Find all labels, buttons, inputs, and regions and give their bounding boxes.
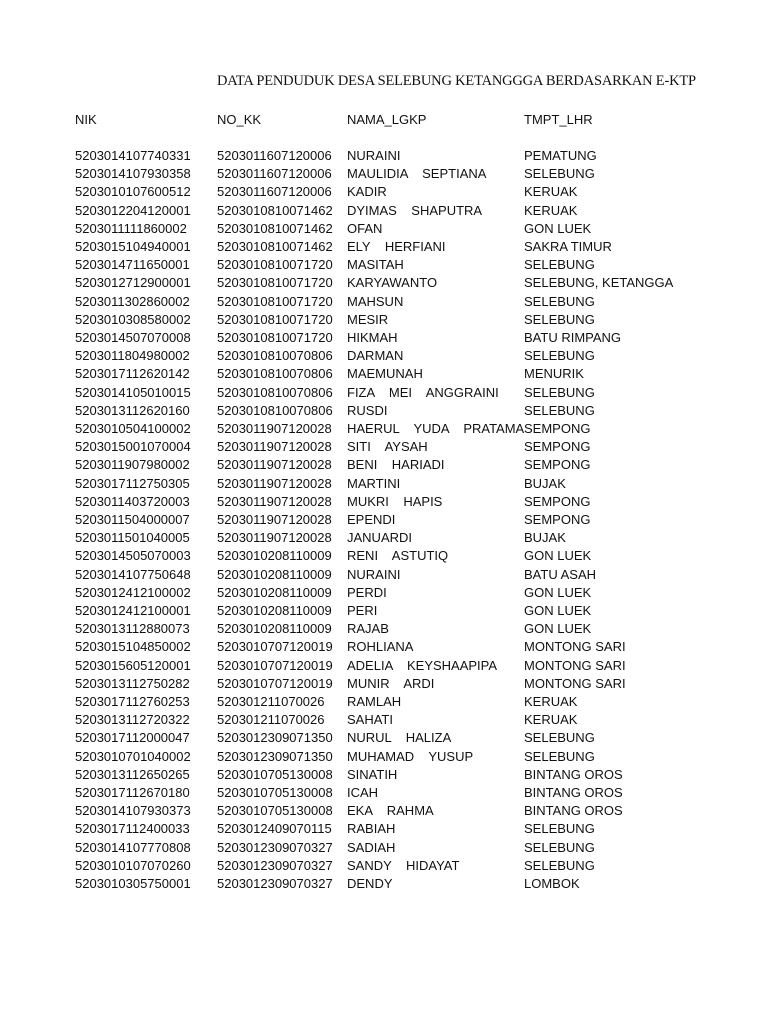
- cell-nama: MUHAMAD YUSUP: [347, 748, 474, 764]
- cell-tmpt-lhr: KERUAK: [524, 694, 578, 709]
- table-row: [0, 456, 768, 474]
- cell-nik: 5203010308580002: [75, 311, 191, 327]
- cell-no-kk: 5203012309070327: [217, 876, 333, 891]
- cell-no-kk: 5203011607120006: [217, 184, 332, 200]
- cell-nama: ADELIA KEYSHAAPIPA: [347, 657, 498, 673]
- cell-nama: NURAINI: [347, 566, 401, 582]
- cell-nama: MAULIDIA SEPTIANA: [347, 166, 487, 182]
- table-row: [0, 329, 768, 347]
- cell-nama: DARMAN: [347, 348, 404, 364]
- cell-nik: 5203017112620142: [75, 366, 190, 382]
- table-row: [0, 584, 768, 602]
- table-row: [0, 365, 768, 383]
- table-row: [0, 274, 768, 292]
- cell-no-kk: 5203011907120028: [217, 475, 332, 491]
- cell-nik: 5203014107930373: [75, 803, 191, 819]
- table-row: [0, 839, 768, 857]
- cell-nama: NURUL HALIZA: [347, 730, 452, 746]
- cell-no-kk: 5203010208110009: [217, 603, 332, 618]
- cell-tmpt-lhr: KERUAK: [524, 712, 578, 728]
- cell-nama: MARTINI: [347, 475, 401, 491]
- cell-tmpt-lhr: SELEBUNG: [524, 839, 595, 855]
- cell-nama: OFAN: [347, 220, 383, 236]
- table-row: [0, 220, 768, 238]
- cell-tmpt-lhr: SELEBUNG: [524, 730, 595, 746]
- cell-nik: 5203013112620160: [75, 402, 190, 418]
- cell-nik: 5203010305750001: [75, 876, 191, 891]
- cell-tmpt-lhr: SEMPONG: [524, 457, 591, 473]
- cell-no-kk: 5203011907120028: [217, 439, 332, 455]
- cell-tmpt-lhr: BINTANG OROS: [524, 803, 623, 819]
- cell-nama: MASITAH: [347, 257, 404, 273]
- cell-tmpt-lhr: MONTONG SARI: [524, 657, 626, 673]
- header-nik: NIK: [75, 112, 97, 127]
- cell-nama: MAHSUN: [347, 293, 404, 309]
- cell-nama: RAMLAH: [347, 694, 402, 709]
- cell-nama: SAHATI: [347, 712, 393, 728]
- cell-nik: 5203010504100002: [75, 421, 191, 436]
- cell-nik: 5203014105010015: [75, 384, 191, 400]
- cell-nik: 5203013112650265: [75, 766, 190, 782]
- table-row: [0, 529, 768, 547]
- cell-tmpt-lhr: KERUAK: [524, 202, 578, 218]
- cell-no-kk: 5203010707120019: [217, 639, 333, 655]
- cell-tmpt-lhr: BINTANG OROS: [524, 785, 623, 800]
- table-row: [0, 802, 768, 820]
- cell-no-kk: 5203011907120028: [217, 457, 332, 473]
- cell-nama: DENDY: [347, 876, 393, 891]
- cell-nama: SADIAH: [347, 839, 396, 855]
- table-row: [0, 347, 768, 365]
- table-row: [0, 602, 768, 620]
- cell-nama: ROHLIANA: [347, 639, 414, 655]
- table-row: [0, 256, 768, 274]
- table-row: [0, 875, 768, 893]
- cell-nama: RABIAH: [347, 821, 396, 837]
- cell-tmpt-lhr: SELEBUNG: [524, 311, 595, 327]
- table-row: [0, 547, 768, 565]
- cell-tmpt-lhr: BUJAK: [524, 530, 566, 546]
- cell-nik: 5203014711650001: [75, 257, 190, 273]
- cell-nik: 5203015605120001: [75, 657, 191, 673]
- cell-nama: KADIR: [347, 184, 387, 200]
- cell-nama: ICAH: [347, 785, 379, 800]
- cell-tmpt-lhr: GON LUEK: [524, 220, 592, 236]
- cell-no-kk: 5203010705130008: [217, 766, 333, 782]
- cell-no-kk: 5203012309070327: [217, 857, 333, 873]
- header-tmpt-lhr: TMPT_LHR: [524, 112, 593, 127]
- cell-no-kk: 5203010707120019: [217, 675, 333, 691]
- cell-tmpt-lhr: SEMPONG: [524, 493, 591, 509]
- cell-nama: SANDY HIDAYAT: [347, 857, 460, 873]
- cell-nik: 5203010701040002: [75, 748, 191, 764]
- cell-tmpt-lhr: GON LUEK: [524, 548, 592, 564]
- cell-nik: 5203014107750648: [75, 566, 191, 582]
- cell-no-kk: 5203010810071720: [217, 257, 333, 273]
- table-row: [0, 620, 768, 638]
- cell-no-kk: 5203010810070806: [217, 402, 333, 418]
- cell-tmpt-lhr: SELEBUNG: [524, 402, 595, 418]
- cell-no-kk: 5203010810071462: [217, 220, 333, 236]
- cell-nik: 5203011804980002: [75, 348, 190, 364]
- cell-no-kk: 5203010810070806: [217, 348, 333, 364]
- cell-nik: 5203013112750282: [75, 675, 190, 691]
- cell-tmpt-lhr: GON LUEK: [524, 603, 592, 618]
- cell-nama: DYIMAS SHAPUTRA: [347, 202, 483, 218]
- table-row: [0, 857, 768, 875]
- cell-nik: 5203015104850002: [75, 639, 191, 655]
- cell-tmpt-lhr: PEMATUNG: [524, 148, 597, 163]
- table-row: [0, 202, 768, 220]
- table-row: [0, 165, 768, 183]
- cell-tmpt-lhr: SEMPONG: [524, 439, 591, 455]
- cell-nik: 5203017112400033: [75, 821, 190, 837]
- header-nama: NAMA_LGKP: [347, 112, 427, 127]
- cell-no-kk: 5203011607120006: [217, 148, 332, 163]
- cell-nik: 5203013112720322: [75, 712, 190, 728]
- cell-nama: MAEMUNAH: [347, 366, 423, 382]
- table-row: [0, 729, 768, 747]
- cell-no-kk: 5203010810071720: [217, 275, 333, 291]
- cell-nama: RUSDI: [347, 402, 388, 418]
- cell-nama: HIKMAH: [347, 330, 398, 345]
- cell-tmpt-lhr: BUJAK: [524, 475, 566, 491]
- cell-no-kk: 520301211070026: [217, 712, 325, 728]
- cell-tmpt-lhr: SELEBUNG, KETANGGA: [524, 275, 674, 291]
- table-row: [0, 183, 768, 201]
- cell-nama: MESIR: [347, 311, 389, 327]
- cell-nik: 5203014107740331: [75, 148, 191, 163]
- cell-no-kk: 5203010810071720: [217, 293, 333, 309]
- cell-tmpt-lhr: GON LUEK: [524, 584, 592, 600]
- cell-tmpt-lhr: SELEBUNG: [524, 857, 595, 873]
- cell-nama: SITI AYSAH: [347, 439, 428, 455]
- cell-tmpt-lhr: BATU ASAH: [524, 566, 597, 582]
- cell-no-kk: 5203010208110009: [217, 548, 332, 564]
- cell-nik: 5203011907980002: [75, 457, 190, 473]
- table-row: [0, 147, 768, 165]
- cell-nik: 5203014507070008: [75, 330, 191, 345]
- cell-no-kk: 5203012309071350: [217, 730, 333, 746]
- cell-nik: 5203017112000047: [75, 730, 190, 746]
- cell-tmpt-lhr: BATU RIMPANG: [524, 330, 622, 345]
- cell-nik: 5203014505070003: [75, 548, 191, 564]
- table-row: [0, 748, 768, 766]
- cell-nik: 5203011501040005: [75, 530, 190, 546]
- cell-tmpt-lhr: LOMBOK: [524, 876, 580, 891]
- cell-nama: FIZA MEI ANGGRAINI: [347, 384, 499, 400]
- cell-nik: 5203012712900001: [75, 275, 191, 291]
- cell-nama: NURAINI: [347, 148, 401, 163]
- cell-nik: 5203011403720003: [75, 493, 190, 509]
- cell-nama: SINATIH: [347, 766, 398, 782]
- cell-nik: 5203013112880073: [75, 621, 190, 637]
- table-row: [0, 675, 768, 693]
- table-row: [0, 311, 768, 329]
- cell-nama: JANUARDI: [347, 530, 413, 546]
- cell-nik: 5203010107600512: [75, 184, 191, 200]
- cell-nik: 5203012412100001: [75, 603, 191, 618]
- table-row: [0, 384, 768, 402]
- table-row: [0, 638, 768, 656]
- document-title: DATA PENDUDUK DESA SELEBUNG KETANGGGA BERDASARKAN E-KTP: [217, 73, 696, 89]
- cell-tmpt-lhr: BINTANG OROS: [524, 766, 623, 782]
- table-row: [0, 784, 768, 802]
- cell-no-kk: 520301211070026: [217, 694, 325, 709]
- cell-no-kk: 5203011607120006: [217, 166, 332, 182]
- table-row: [0, 293, 768, 311]
- cell-nama: MUNIR ARDI: [347, 675, 435, 691]
- cell-no-kk: 5203010208110009: [217, 584, 332, 600]
- cell-no-kk: 5203010810071462: [217, 239, 333, 254]
- cell-no-kk: 5203012309070327: [217, 839, 333, 855]
- table-row: [0, 402, 768, 420]
- cell-nik: 5203011111860002: [75, 220, 187, 236]
- cell-tmpt-lhr: SAKRA TIMUR: [524, 239, 612, 254]
- cell-nik: 5203017112670180: [75, 785, 190, 800]
- cell-nama: ELY HERFIANI: [347, 239, 446, 254]
- cell-nik: 5203014107930358: [75, 166, 191, 182]
- cell-tmpt-lhr: SELEBUNG: [524, 748, 595, 764]
- cell-no-kk: 5203010208110009: [217, 621, 332, 637]
- cell-no-kk: 5203010810071720: [217, 330, 333, 345]
- cell-nama: KARYAWANTO: [347, 275, 438, 291]
- cell-no-kk: 5203010705130008: [217, 803, 333, 819]
- cell-nama: RAJAB: [347, 621, 389, 637]
- table-row: [0, 566, 768, 584]
- table-row: [0, 238, 768, 256]
- cell-nik: 5203015104940001: [75, 239, 191, 254]
- cell-no-kk: 5203012309071350: [217, 748, 333, 764]
- cell-no-kk: 5203010810071462: [217, 202, 333, 218]
- cell-no-kk: 5203011907120028: [217, 530, 332, 546]
- cell-tmpt-lhr: SELEBUNG: [524, 348, 595, 364]
- cell-no-kk: 5203011907120028: [217, 421, 332, 436]
- table-row: [0, 511, 768, 529]
- cell-no-kk: 5203011907120028: [217, 512, 332, 527]
- table-row: [0, 493, 768, 511]
- cell-no-kk: 5203011907120028: [217, 493, 332, 509]
- table-row: [0, 766, 768, 784]
- cell-no-kk: 5203010705130008: [217, 785, 333, 800]
- table-row: [0, 657, 768, 675]
- cell-nama: MUKRI HAPIS: [347, 493, 443, 509]
- cell-nama: RENI ASTUTIQ: [347, 548, 449, 564]
- table-row: [0, 711, 768, 729]
- cell-nama: HAERUL YUDA PRATAMA: [347, 421, 525, 436]
- table-row: [0, 820, 768, 838]
- cell-nama: EPENDI: [347, 512, 396, 527]
- cell-tmpt-lhr: SEMPONG: [524, 512, 591, 527]
- cell-tmpt-lhr: GON LUEK: [524, 621, 592, 637]
- cell-tmpt-lhr: SEMPONG: [524, 421, 591, 436]
- cell-tmpt-lhr: SELEBUNG: [524, 166, 595, 182]
- cell-nik: 5203010107070260: [75, 857, 191, 873]
- cell-tmpt-lhr: SELEBUNG: [524, 293, 595, 309]
- cell-nik: 5203015001070004: [75, 439, 191, 455]
- cell-tmpt-lhr: MONTONG SARI: [524, 639, 626, 655]
- cell-nik: 5203011302860002: [75, 293, 190, 309]
- table-row: [0, 475, 768, 493]
- cell-nik: 5203012412100002: [75, 584, 191, 600]
- cell-nama: BENI HARIADI: [347, 457, 445, 473]
- header-no-kk: NO_KK: [217, 112, 262, 127]
- cell-tmpt-lhr: SELEBUNG: [524, 257, 595, 273]
- cell-tmpt-lhr: MONTONG SARI: [524, 675, 626, 691]
- cell-tmpt-lhr: KERUAK: [524, 184, 578, 200]
- cell-nama: EKA RAHMA: [347, 803, 434, 819]
- cell-tmpt-lhr: MENURIK: [524, 366, 584, 382]
- table-row: [0, 438, 768, 456]
- table-header: [0, 111, 768, 129]
- cell-tmpt-lhr: SELEBUNG: [524, 384, 595, 400]
- cell-nama: PERDI: [347, 584, 387, 600]
- cell-no-kk: 5203010810070806: [217, 384, 333, 400]
- cell-tmpt-lhr: SELEBUNG: [524, 821, 595, 837]
- cell-nik: 5203011504000007: [75, 512, 190, 527]
- table-row: [0, 693, 768, 711]
- cell-nik: 5203017112750305: [75, 475, 190, 491]
- cell-no-kk: 5203010810071720: [217, 311, 333, 327]
- cell-nik: 5203012204120001: [75, 202, 191, 218]
- cell-no-kk: 5203010810070806: [217, 366, 333, 382]
- cell-no-kk: 5203010208110009: [217, 566, 332, 582]
- cell-no-kk: 5203010707120019: [217, 657, 333, 673]
- cell-nik: 5203017112760253: [75, 694, 190, 709]
- cell-no-kk: 5203012409070115: [217, 821, 332, 837]
- cell-nik: 5203014107770808: [75, 839, 191, 855]
- cell-nama: PERI: [347, 603, 378, 618]
- table-row: [0, 420, 768, 438]
